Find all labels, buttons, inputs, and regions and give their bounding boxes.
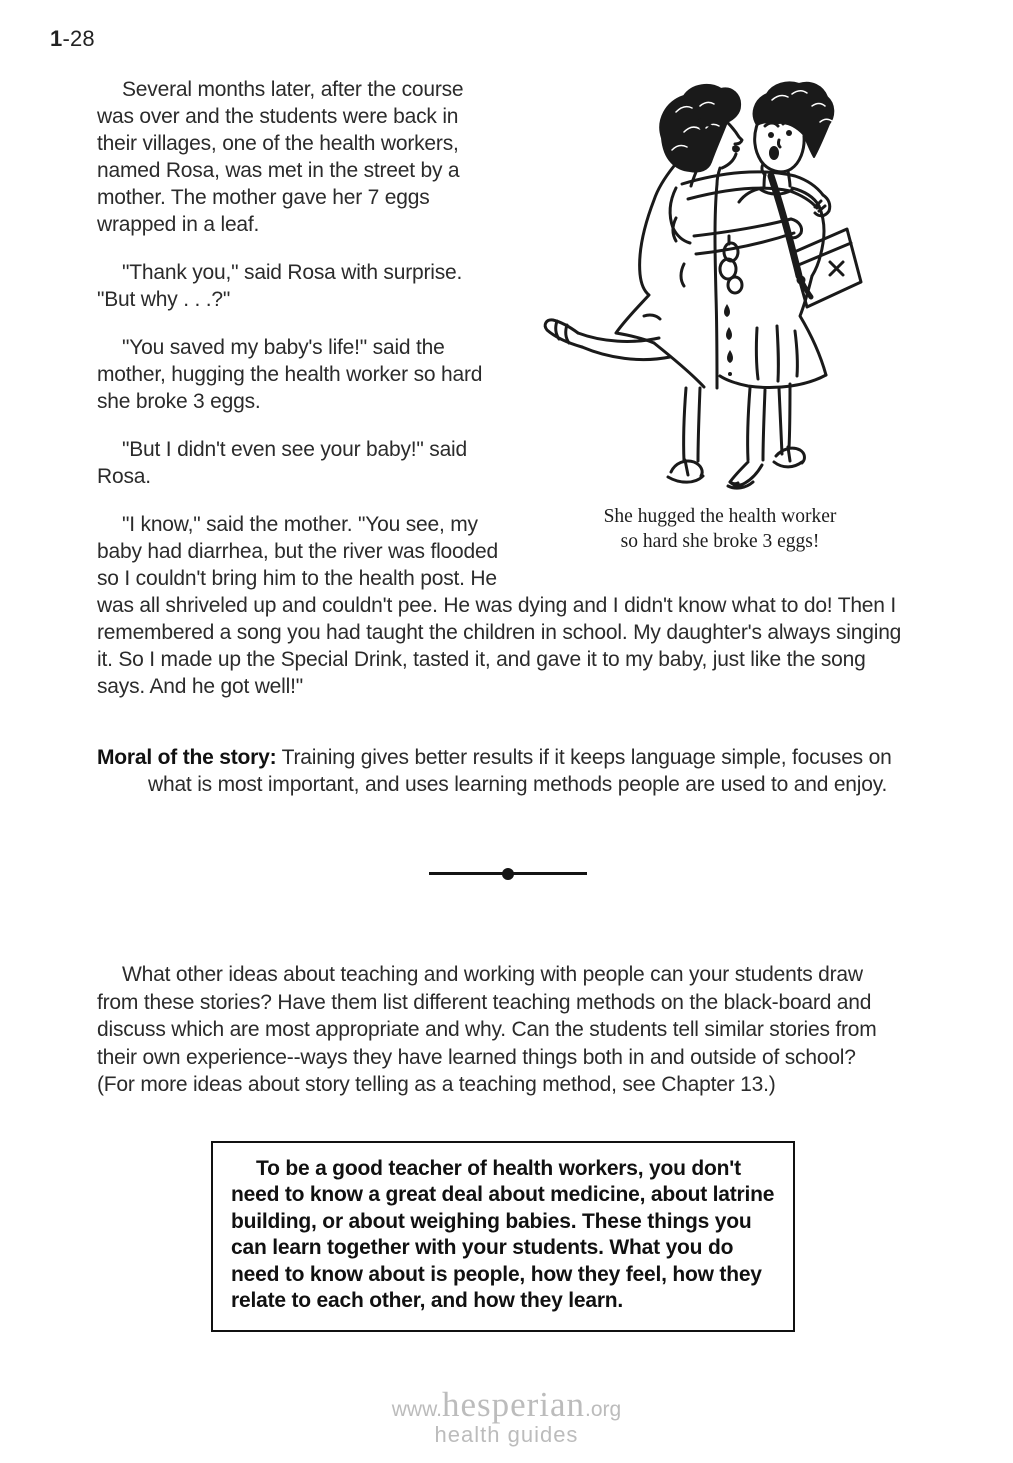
footer-logo xyxy=(0,1387,1013,1448)
story-paragraph-4: "But I didn't even see your baby!" said Rosa. xyxy=(97,438,467,488)
moral-text: Training gives better results if it keeps language simple, focuses on what is most important, and uses learning methods people are used to and enjoy. xyxy=(148,746,892,796)
story-paragraph-3: "You saved my baby's life!" said the mother, hugging the health worker so hard she broke 3 eggs. xyxy=(97,336,483,413)
footer-brand: hesperian xyxy=(441,1385,586,1424)
footer-tagline: health guides xyxy=(434,1422,579,1447)
hugging-illustration xyxy=(524,76,916,496)
moral-label: Moral of the story: xyxy=(97,746,277,769)
page-number xyxy=(50,26,95,52)
page-number-rest: -28 xyxy=(62,26,95,51)
page-number-chapter: 1 xyxy=(50,26,63,51)
section-divider xyxy=(429,872,587,875)
figure-caption xyxy=(521,504,919,554)
figure-caption-line1: She hugged the health worker xyxy=(603,506,837,527)
story-paragraph-2: "Thank you," said Rosa with surprise. "But why . . .?" xyxy=(97,261,463,311)
callout-box: To be a good teacher of health workers, you don't need to know a great deal about medicine, about latrine building, or about weighing babies. These things you can learn together with your students. What you do need to know about is people, how they feel, how they relate to each other, and how they learn. xyxy=(211,1141,795,1332)
page-content xyxy=(97,76,919,1332)
figure-caption-line2: so hard she broke 3 eggs! xyxy=(620,531,820,552)
story-paragraph-5: "I know," said the mother. "You see, my baby had diarrhea, but the river was flooded so I couldn't bring him to the health post. He was all shriveled up and couldn't pee. He was dying and I didn't know what to do! Then I remembered a song you had taught the children in school. My daughter's always singing it. So I made up the Special Drink, tasted it, and gave it to my baby, just like the song says. And he got well!" xyxy=(97,513,902,698)
moral-paragraph xyxy=(97,744,919,798)
story-figure xyxy=(521,76,919,554)
footer-org: .org xyxy=(585,1398,622,1421)
discussion-paragraph: What other ideas about teaching and working with people can your students draw from these stories? Have them list different teaching methods on the black-board and discuss which are most appropriate and why. Can the students tell similar stories from their own experience--ways they have learned things both in and outside of school? (For more ideas about story telling as a teaching method, see Chapter 13.) xyxy=(97,963,877,1096)
footer-www: www. xyxy=(391,1398,442,1421)
story-paragraph-1: Several months later, after the course was over and the students were back in their villages, one of the health workers, named Rosa, was met in the street by a mother. The mother gave her 7 eggs wrapped in a leaf. xyxy=(97,78,464,236)
